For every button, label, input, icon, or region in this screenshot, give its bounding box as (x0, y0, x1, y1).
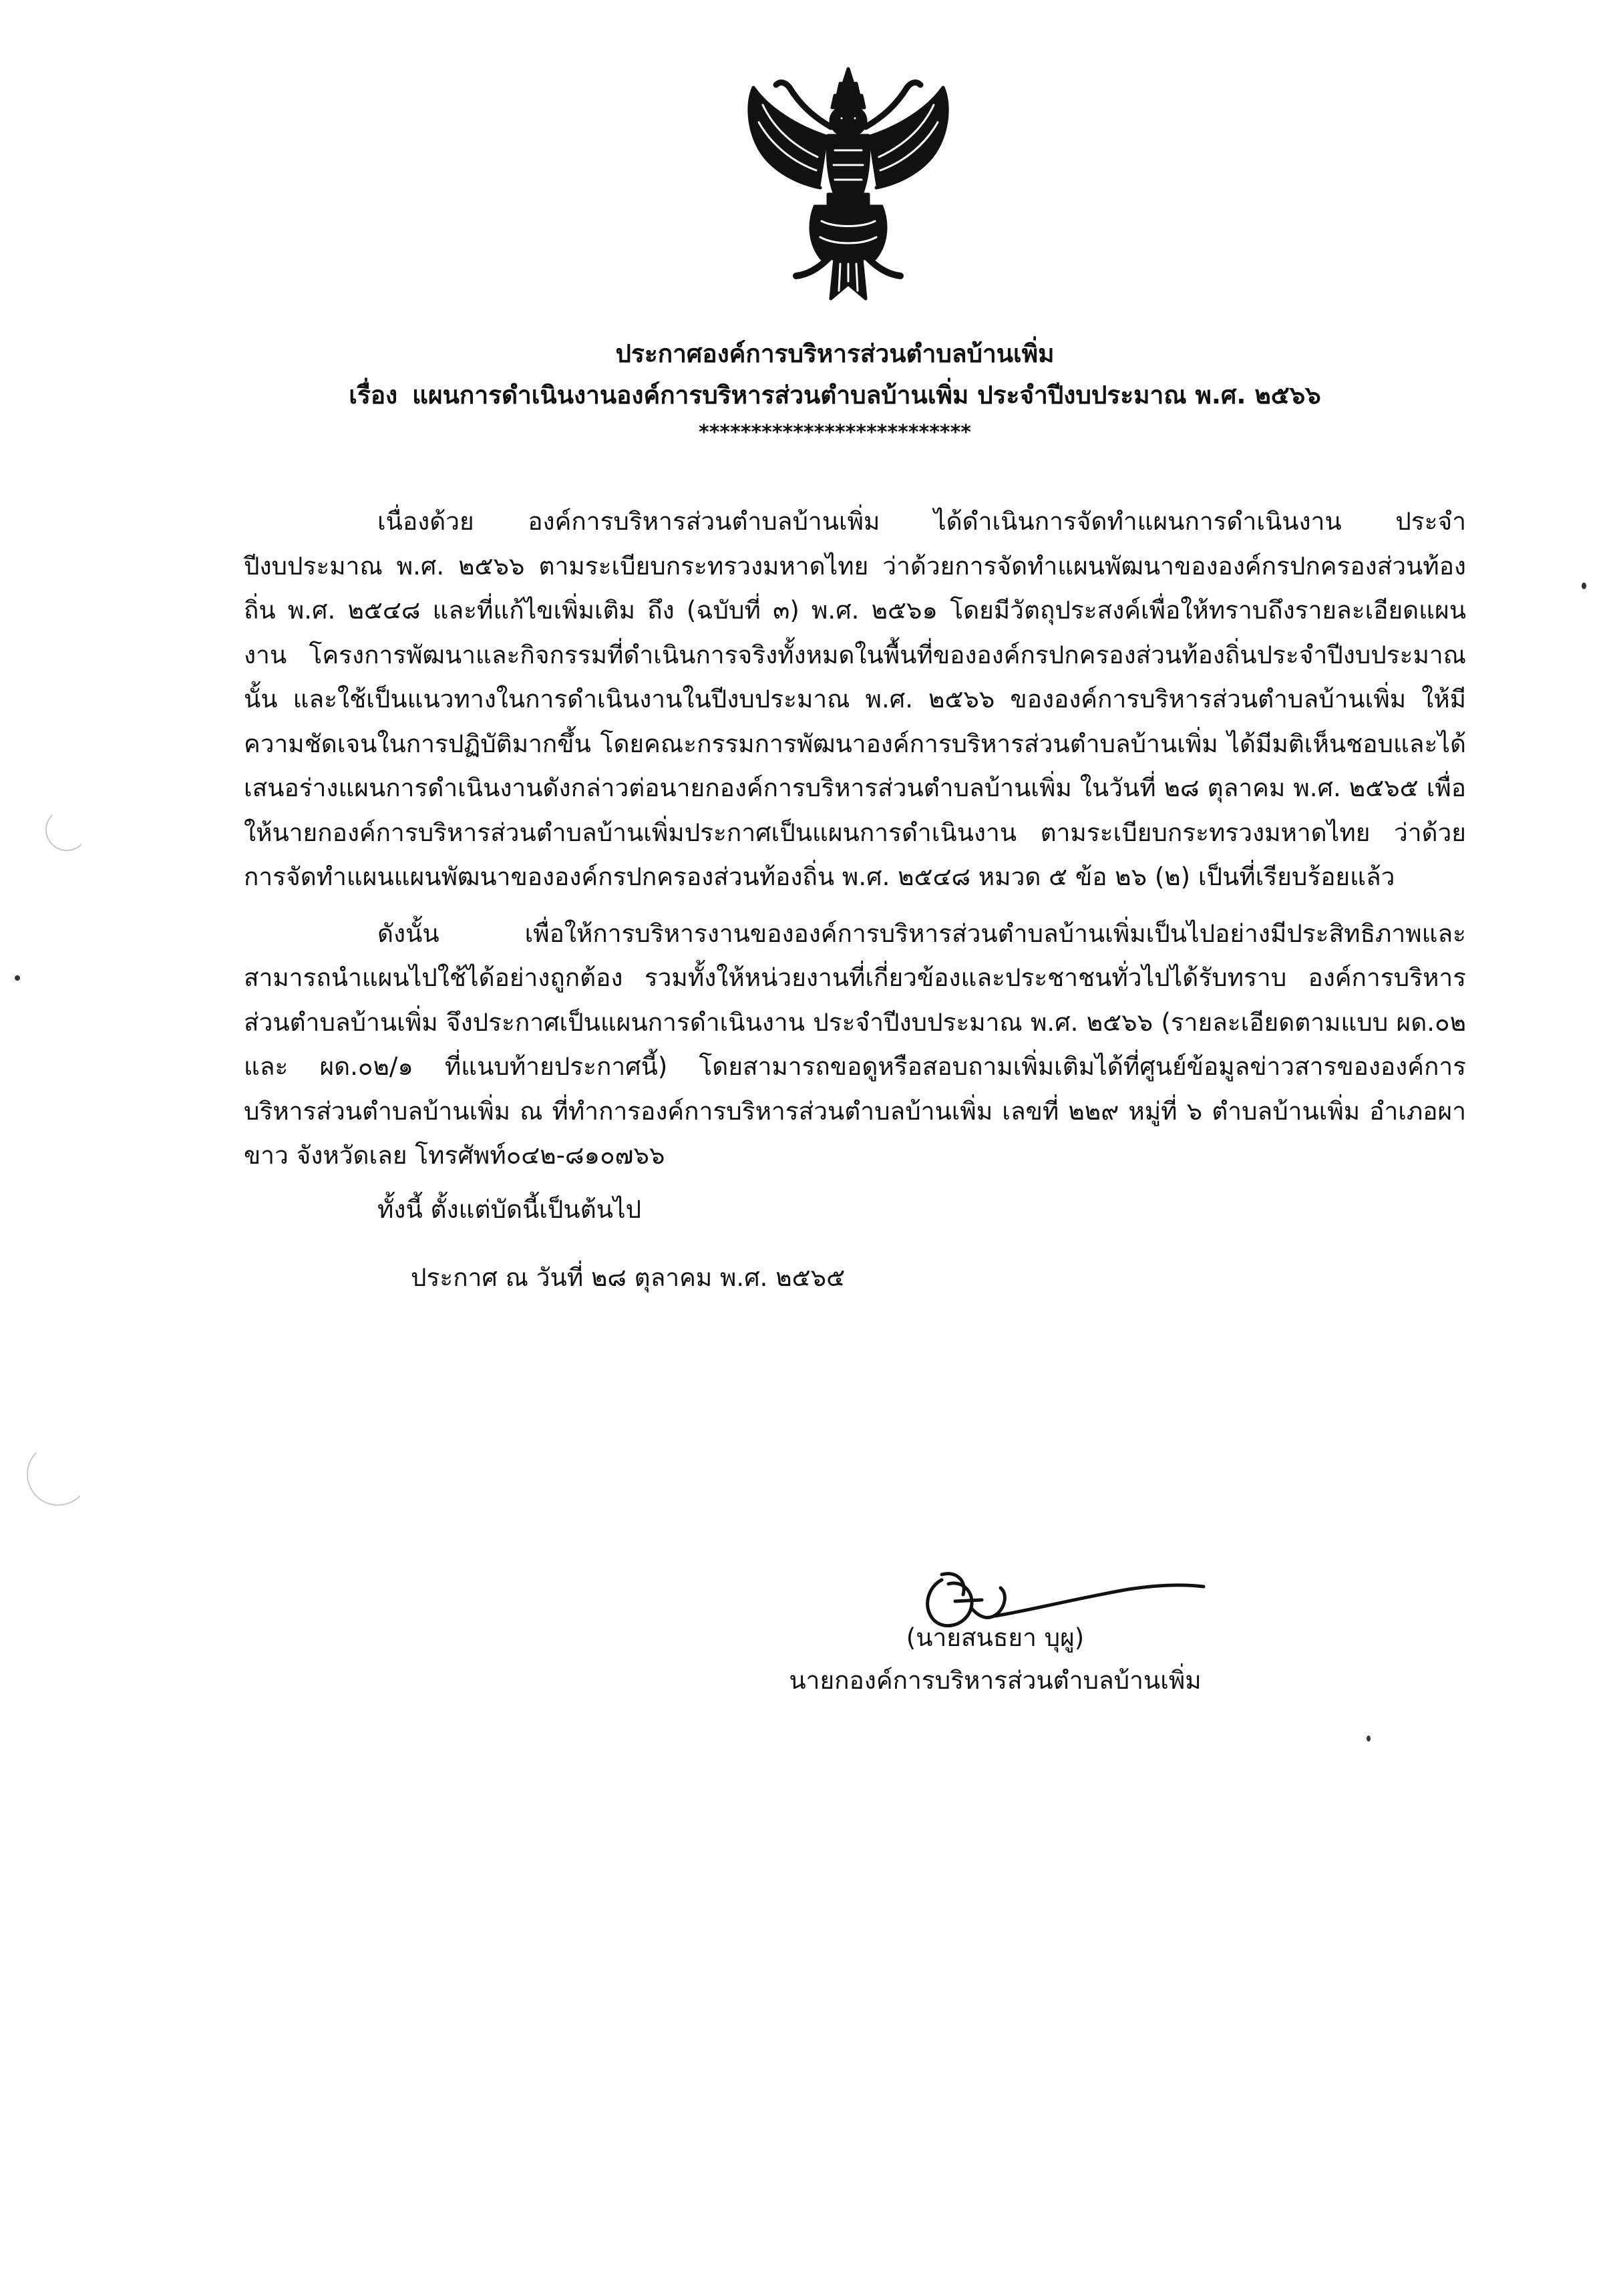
signer-name: (นายสนธยา บุผู) (906, 1623, 1085, 1652)
paragraph-2: ดังนั้น เพื่อให้การบริหารงานขององค์การบริหารส่วนตำบลบ้านเพิ่มเป็นไปอย่างมีประสิทธิภาพและสามารถนำแผนไปใช้ได้อย่างถูกต้อง รวมทั้งให้หน่วยงานที่เกี่ยวข้องและประชาชนทั่วไปได้รับทราบ องค์การบริหารส่วนตำบลบ้านเพิ่ม จึงประกาศเป็นแผนการดำเนินงาน ประจำปีงบประมาณ พ.ศ. ๒๕๖๖ (รายละเอียดตามแบบ ผด.๐๒ และ ผด.๐๒/๑ ที่แนบท้ายประกาศนี้) โดยสามารถขอดูหรือสอบถามเพิ่มเติมได้ที่ศูนย์ข้อมูลข่าวสารขององค์การบริหารส่วนตำบลบ้านเพิ่ม ณ ที่ทำการองค์การบริหารส่วนตำบลบ้านเพิ่ม เลขที่ ๒๒๙ หมู่ที่ ๖ ตำบลบ้านเพิ่ม อำเภอผาขาว จังหวัดเลย โทรศัพท์๐๔๒-๘๑๐๗๖๖ (244, 919, 1466, 1170)
announce-date: ประกาศ ณ วันที่ ๒๘ ตุลาคม พ.ศ. ๒๕๖๕ (411, 1263, 846, 1292)
signer-title: นายกองค์การบริหารส่วนตำบลบ้านเพิ่ม (789, 1666, 1202, 1695)
garuda-emblem-icon (735, 63, 962, 311)
scan-artifact (45, 808, 88, 851)
separator: ************************** (699, 421, 971, 444)
announcement-body (244, 500, 1466, 1301)
announcement-header (240, 334, 1429, 446)
scan-artifact (1367, 1736, 1371, 1742)
closing-line: ทั้งนี้ ตั้งแต่บัดนี้เป็นต้นไป (377, 1194, 642, 1224)
subject-label: เรื่อง (349, 381, 398, 409)
scan-artifact (27, 1443, 90, 1506)
issuer-line: ประกาศองค์การบริหารส่วนตำบลบ้านเพิ่ม (615, 339, 1055, 368)
scan-artifact (15, 975, 20, 981)
subject-text: แผนการดำเนินงานองค์การบริหารส่วนตำบลบ้านเพิ่ม ประจำปีงบประมาณ พ.ศ. ๒๕๖๖ (412, 381, 1321, 409)
scan-artifact (1582, 583, 1586, 589)
paragraph-1: เนื่องด้วย องค์การบริหารส่วนตำบลบ้านเพิ่ม ได้ดำเนินการจัดทำแผนการดำเนินงาน ประจำปีงบประมาณ พ.ศ. ๒๕๖๖ ตามระเบียบกระทรวงมหาดไทย ว่าด้วยการจัดทำแผนพัฒนาขององค์กรปกครองส่วนท้องถิ่น พ.ศ. ๒๕๔๘ และที่แก้ไขเพิ่มเติม ถึง (ฉบับที่ ๓) พ.ศ. ๒๕๖๑ โดยมีวัตถุประสงค์เพื่อให้ทราบถึงรายละเอียดแผนงาน โครงการพัฒนาและกิจกรรมที่ดำเนินการจริงทั้งหมดในพื้นที่ขององค์กรปกครองส่วนท้องถิ่นประจำปีงบประมาณนั้น และใช้เป็นแนวทางในการดำเนินงานในปีงบประมาณ พ.ศ. ๒๕๖๖ ขององค์การบริหารส่วนตำบลบ้านเพิ่ม ให้มีความชัดเจนในการปฏิบัติมากขึ้น โดยคณะกรรมการพัฒนาองค์การบริหารส่วนตำบลบ้านเพิ่ม ได้มีมติเห็นชอบและได้เสนอร่างแผนการดำเนินงานดังกล่าวต่อนายกองค์การบริหารส่วนตำบลบ้านเพิ่ม ในวันที่ ๒๘ ตุลาคม พ.ศ. ๒๕๖๕ เพื่อให้นายกองค์การบริหารส่วนตำบลบ้านเพิ่มประกาศเป็นแผนการดำเนินงาน ตามระเบียบกระทรวงมหาดไทย ว่าด้วยการจัดทำแผนแผนพัฒนาขององค์กรปกครองส่วนท้องถิ่น พ.ศ. ๒๕๔๘ หมวด ๕ ข้อ ๒๖ (๒) เป็นที่เรียบร้อยแล้ว (244, 507, 1466, 891)
subject-line (240, 374, 1429, 417)
signer-block (735, 1617, 1256, 1702)
